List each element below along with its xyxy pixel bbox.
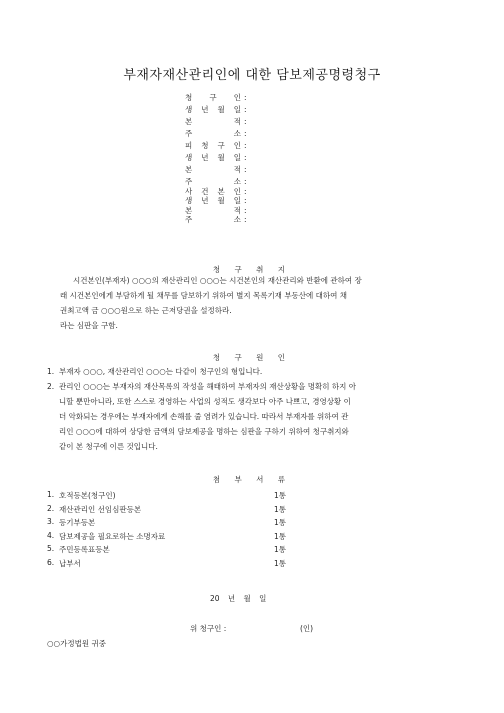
party-colon: : [244, 186, 247, 196]
attachment-count: 1통 [274, 545, 287, 554]
party-colon: : [244, 215, 247, 225]
court-name: ○○가정법원 귀중 [47, 639, 106, 648]
party-label-char: 일 [233, 196, 241, 206]
attachment-name: 주민등록표등본 [59, 545, 110, 554]
party-colon: : [244, 165, 247, 174]
attachment-count: 1통 [274, 558, 287, 568]
seal-mark: (인) [300, 624, 314, 633]
party-label-char: 본 [185, 205, 193, 215]
party-label [185, 94, 241, 106]
attachment-count: 1통 [274, 518, 287, 527]
party-colon: : [244, 129, 247, 138]
attachment-number: 4. [47, 530, 55, 540]
party-label [185, 216, 241, 226]
attachments-heading: 첨 부 서 류 [212, 475, 292, 484]
date-line: 20 년 월 일 [210, 594, 267, 603]
party-label-char: 본 [185, 117, 193, 126]
party-label-char: 년 [201, 153, 209, 162]
party-label-char: 적 [233, 117, 241, 126]
party-label [185, 154, 241, 166]
party-label [185, 118, 241, 130]
attachment-number: 5. [47, 544, 55, 553]
party-label-char: 주 [185, 177, 193, 186]
party-colon: : [244, 117, 247, 126]
attachment-count: 1통 [274, 504, 287, 514]
attachment-count: 1통 [274, 531, 287, 541]
attachment-name: 호적등본(청구인) [59, 491, 116, 500]
grounds-line: 관리인 ○○○는 부재자의 재산목록의 작성을 해태하여 부재자의 재산상황을 명확히 하지 아 [59, 382, 357, 391]
grounds-line: 같이 본 청구에 이른 것입니다. [59, 442, 158, 451]
attachment-number: 2. [47, 503, 55, 513]
party-label-char: 월 [217, 196, 225, 206]
party-label [185, 197, 241, 207]
attachment-number: 3. [47, 517, 55, 526]
grounds-item [47, 379, 356, 454]
party-label-char: 적 [233, 165, 241, 174]
party-colon: : [244, 141, 247, 150]
attachment-number: 6. [47, 557, 55, 567]
party-row [185, 216, 247, 226]
party-label-char: 소 [233, 177, 241, 186]
attachment-name: 등기부등본 [59, 518, 96, 527]
grounds-line: 리인 ○○○에 대하여 상당한 금액의 담보제공을 명하는 심판을 구하기 위하여 청구취지와 [59, 427, 349, 436]
party-colon: : [244, 153, 247, 162]
party-label-char: 생 [185, 153, 193, 162]
attachment-count: 1통 [274, 491, 287, 500]
attachment-number: 1. [47, 490, 55, 499]
party-colon: : [244, 196, 247, 206]
purpose-heading: 청 구 취 지 [212, 265, 292, 274]
party-label-char: 청 [185, 93, 193, 102]
party-colon: : [244, 205, 247, 215]
party-list [185, 94, 247, 226]
grounds-item-number: 2. [47, 382, 55, 391]
party-label-char: 일 [233, 105, 241, 114]
grounds-item [47, 364, 356, 379]
party-label [185, 188, 241, 198]
grounds-line: 더 악화되는 경우에는 부재자에게 손해를 줄 염려가 있습니다. 따라서 부재자를 위하여 관 [59, 412, 349, 421]
grounds-heading: 청 구 원 인 [212, 353, 292, 362]
party-label-char: 건 [201, 186, 209, 196]
grounds-list [47, 364, 356, 454]
attachment-name: 재산관리인 선임심판등본 [59, 504, 142, 514]
party-label-char: 본 [217, 186, 225, 196]
party-label-char: 년 [201, 105, 209, 114]
purpose-line: 래 시건본인에게 부담하게 될 채무를 담보하기 위하여 별지 목록기재 부동산에 대하여 채 [60, 291, 348, 300]
party-label [185, 142, 241, 154]
party-label-char: 피 [185, 141, 193, 150]
attachment-name: 납부서 [59, 558, 81, 568]
party-label-char: 소 [233, 129, 241, 138]
party-label-char: 인 [233, 186, 241, 196]
party-label-char: 본 [185, 165, 193, 174]
party-label [185, 106, 241, 118]
party-label-char: 생 [185, 105, 193, 114]
party-label-char: 인 [233, 141, 241, 150]
party-label-char: 구 [209, 93, 217, 102]
party-label-char: 생 [185, 196, 193, 206]
attachment-item [47, 504, 304, 518]
party-label [185, 166, 241, 178]
party-colon: : [244, 93, 247, 102]
purpose-line: 시건본인(부재자) ○○○의 재산관리인 ○○○는 시건본인의 재산관리와 반환에 관하여 장 [73, 276, 362, 285]
party-label-char: 주 [185, 129, 193, 138]
attachment-item [47, 531, 304, 545]
party-label-char: 월 [217, 153, 225, 162]
purpose-body [60, 273, 362, 333]
party-label-char: 주 [185, 215, 193, 225]
party-label-char: 월 [217, 105, 225, 114]
party-label [185, 178, 241, 188]
party-label-char: 일 [233, 153, 241, 162]
attachment-item [47, 544, 304, 558]
purpose-line: 라는 심판을 구함. [60, 321, 118, 330]
party-label [185, 130, 241, 142]
purpose-line: 권최고액 금 ○○○원으로 하는 근저당권을 설정하라. [60, 306, 232, 315]
party-label-char: 청 [201, 141, 209, 150]
party-label [185, 207, 241, 217]
attachment-item [47, 558, 304, 572]
attachment-item [47, 490, 304, 504]
document-title: 부재자재산관리인에 대한 담보제공명령청구 [123, 68, 381, 83]
grounds-line: 니할 뿐만아니라, 또한 스스로 경영하는 사업의 성적도 생각보다 아주 나쁘고, 경영상황 이 [59, 397, 351, 406]
attachment-item [47, 517, 304, 531]
party-label-char: 인 [233, 93, 241, 102]
party-label-char: 적 [233, 205, 241, 215]
party-label-char: 년 [201, 196, 209, 206]
party-label-char: 소 [233, 215, 241, 225]
signature-label: 위 청구인 : [190, 624, 227, 633]
party-label-char: 구 [217, 141, 225, 150]
grounds-item-number: 1. [47, 367, 55, 376]
attachment-name: 담보제공을 필요로하는 소명자료 [59, 531, 166, 541]
party-colon: : [244, 177, 247, 186]
attachments-list [47, 490, 304, 571]
grounds-line: 부재자 ○○○, 재산관리인 ○○○는 다같이 청구인의 형입니다. [59, 367, 263, 376]
party-colon: : [244, 105, 247, 114]
party-label-char: 사 [185, 186, 193, 196]
